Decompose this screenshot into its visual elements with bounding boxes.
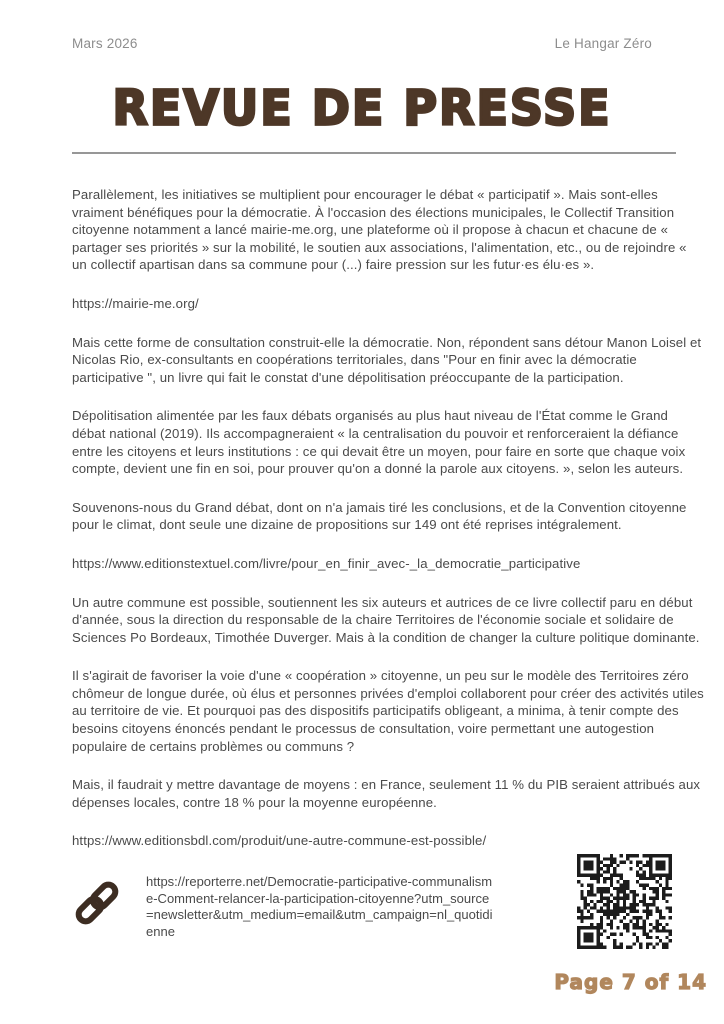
issue-date: Mars 2026 <box>72 36 138 51</box>
paragraph: Mais cette forme de consultation construit-elle la démocratie. Non, répondent sans détour Manon Loisel et Nicolas Rio, ex-consultants en coopérations territoriales, dans "Pour en finir avec la démocratie participative ", un livre qui fait le constat d'une dépolitisation préoccupante de la participation. <box>72 334 702 385</box>
page-header <box>72 36 652 51</box>
qr-code <box>577 854 672 949</box>
title-divider <box>72 152 676 154</box>
page-title: REVUE DE PRESSE <box>112 79 612 137</box>
paragraph: Souvenons-nous du Grand débat, dont on n'a jamais tiré les conclusions, et de la Convention citoyenne pour le climat, dont seule une dizaine de propositions sur 149 ont été reprises intégralement. <box>72 499 687 533</box>
footer-link-row <box>72 852 672 949</box>
chain-link-icon <box>72 878 122 933</box>
article-body <box>72 186 704 871</box>
footer-url-link[interactable]: https://reporterre.net/Democratie-participative-communalisme-Comment-relancer-la-participation-citoyenne?utm_source=newsletter&utm_medium=email&utm_campaign=nl_quotidienne <box>146 874 493 939</box>
url-link[interactable]: https://www.editionsbdl.com/produit/une-autre-commune-est-possible/ <box>72 833 487 849</box>
url-link[interactable]: https://www.editionstextuel.com/livre/pour_en_finir_avec-_la_democratie_participative <box>72 555 581 571</box>
site-name: Le Hangar Zéro <box>554 36 652 51</box>
paragraph: Un autre commune est possible, soutiennent les six auteurs et autrices de ce livre collectif paru en début d'année, sous la direction du responsable de la chaire Territoires de l'économie sociale et solidaire de Sciences Po Bordeaux, Timothée Duverger. Mais à la condition de changer la culture politique dominante. <box>72 594 700 645</box>
paragraph: Il s'agirait de favoriser la voie d'une « coopération » citoyenne, un peu sur le modèle des Territoires zéro chômeur de longue durée, où élus et personnes privées d'emploi collaborent pour créer des activités utiles au territoire de vie. Et pourquoi pas des dispositifs participatifs obligeant, a minima, à tenir compte des besoins citoyens énoncés pendant le processus de consultation, voire permettant une autogestion populaire de certains problèmes ou communs ? <box>72 668 704 754</box>
url-link[interactable]: https://mairie-me.org/ <box>72 295 199 311</box>
paragraph: Parallèlement, les initiatives se multiplient pour encourager le débat « participatif ». Mais sont-elles vraiment bénéfiques pour la démocratie. À l'occasion des élections municipales, le Collectif Transition citoyenne notamment a lancé mairie-me.org, une plateforme où il propose à chacun et chacune de « partager ses priorités » sur la mobilité, le soutien aux associations, l'alimentation, etc., ou de rejoindre « un collectif apartisan dans sa commune pour (...) faire pression sur les futur·es élu·es ». <box>72 187 687 273</box>
paragraph: Mais, il faudrait y mettre davantage de moyens : en France, seulement 11 % du PIB seraient attribués aux dépenses locales, contre 18 % pour la moyenne européenne. <box>72 777 701 810</box>
paragraph: Dépolitisation alimentée par les faux débats organisés au plus haut niveau de l'État comme le Grand débat national (2019). Ils accompagneraient « la centralisation du pouvoir et renforceraient la défiance entre les citoyens et leurs institutions : ce qui devait être un moyen, pour faire en sorte que chaque voix compte, devient une fin en soi, pour prouver qu'on a donné la parole aux citoyens. », selon les auteurs. <box>72 408 686 477</box>
page-number: Page 7 of 14 <box>554 970 707 994</box>
